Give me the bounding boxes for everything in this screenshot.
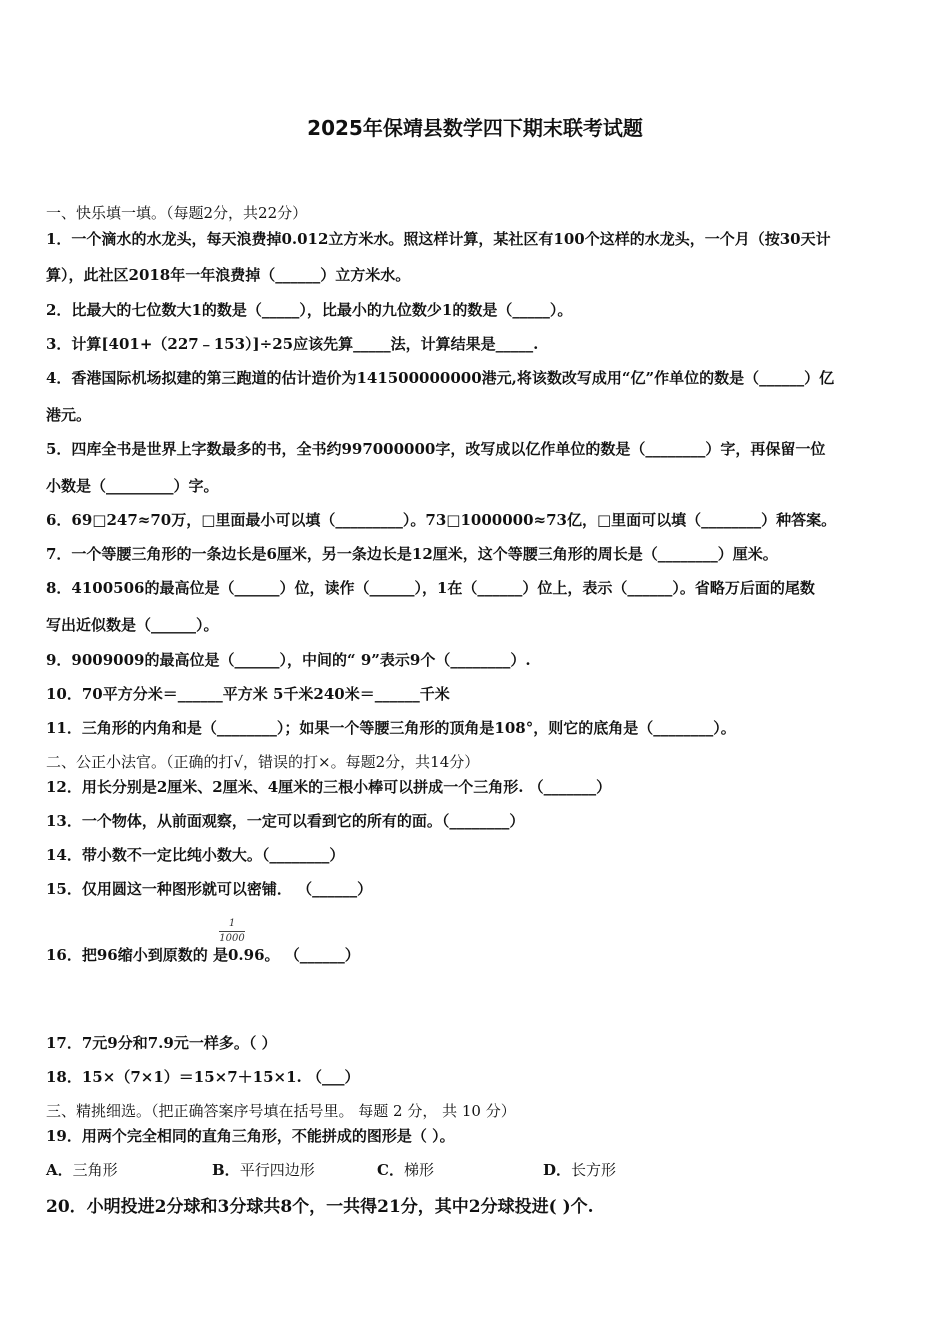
option-b — [212, 1159, 315, 1180]
option-c-label: C． — [377, 1161, 404, 1179]
question-20: 20．小明投进2分球和3分球共8个，一共得21分，其中2分球投进( )个. — [46, 1197, 594, 1217]
option-b-text: 平行四边形 — [239, 1161, 315, 1179]
question-1: 1．一个滴水的水龙头，每天浪费掉0.012立方米水。照这样计算，某社区有100个这样的水龙头，一个月（按30天计 — [46, 230, 831, 248]
question-10: 10．70平方分米＝______平方米 5千米240米＝______千米 — [46, 685, 450, 703]
question-18: 18．15×（7×1）＝15×7＋15×1. （___） — [46, 1068, 360, 1086]
question-12: 12．用长分别是2厘米、2厘米、4厘米的三根小棒可以拼成一个三角形. （_______） — [46, 778, 612, 796]
fraction-one-thousandth — [219, 918, 245, 945]
option-a-label: A． — [46, 1161, 73, 1179]
question-5: 5．四库全书是世界上字数最多的书，全书约997000000字，改写成以亿作单位的数是（________）字，再保留一位 — [46, 440, 826, 458]
question-16: 16．把96缩小到原数的 是0.96。 （______） — [46, 946, 360, 964]
question-7: 7．一个等腰三角形的一条边长是6厘米，另一条边长是12厘米，这个等腰三角形的周长是（________）厘米。 — [46, 545, 778, 563]
section-3-heading: 三、精挑细选。（把正确答案序号填在括号里。 每题 2 分， 共 10 分） — [46, 1102, 516, 1120]
question-8: 8．4100506的最高位是（______）位，读作（______），1在（______）位上，表示（______）。省略万后面的尾数 — [46, 579, 815, 597]
option-d-label: D． — [543, 1161, 572, 1179]
section-2-heading: 二、公正小法官。（正确的打√，错误的打×。每题2分，共14分） — [46, 753, 480, 771]
fraction-bar — [219, 931, 245, 932]
question-1-cont: 算），此社区2018年一年浪费掉（______）立方米水。 — [46, 266, 411, 284]
question-15: 15．仅用圆这一种图形就可以密铺． （______） — [46, 880, 373, 898]
question-17: 17．7元9分和7.9元一样多。（ ） — [46, 1034, 277, 1052]
question-4-cont: 港元。 — [46, 406, 92, 424]
question-4: 4．香港国际机场拟建的第三跑道的估计造价为141500000000港元,将该数改写成用“亿”作单位的数是（______）亿 — [46, 369, 835, 387]
fraction-numerator: 1 — [228, 918, 236, 929]
question-6: 6．69□247≈70万，□里面最小可以填（_________）。73□1000000≈73亿，□里面可以填（________）种答案。 — [46, 511, 837, 529]
option-a-text: 三角形 — [72, 1161, 118, 1179]
question-14: 14．带小数不一定比纯小数大。（________） — [46, 846, 345, 864]
option-b-label: B． — [212, 1161, 240, 1179]
question-3: 3．计算[401+（227﹣153）]÷25应该先算_____法，计算结果是_____. — [46, 335, 539, 353]
question-8-cont: 写出近似数是（______）。 — [46, 616, 219, 634]
option-a — [46, 1159, 118, 1180]
option-c — [377, 1159, 434, 1180]
question-9: 9．9009009的最高位是（______），中间的“ 9”表示9个（________）. — [46, 651, 531, 669]
fraction-denominator: 1000 — [219, 933, 245, 944]
option-d — [543, 1159, 616, 1180]
section-1-heading: 一、快乐填一填。（每题2分，共22分） — [46, 204, 308, 222]
question-11: 11．三角形的内角和是（________）；如果一个等腰三角形的顶角是108°，则它的底角是（________）。 — [46, 719, 736, 737]
page-title: 2025年保靖县数学四下期末联考试题 — [307, 116, 643, 140]
question-13: 13．一个物体，从前面观察，一定可以看到它的所有的面。（________） — [46, 812, 525, 830]
question-19: 19．用两个完全相同的直角三角形，不能拼成的图形是（ ）。 — [46, 1127, 455, 1145]
question-5-cont: 小数是（_________）字。 — [46, 477, 219, 495]
option-d-text: 长方形 — [571, 1161, 617, 1179]
question-2: 2．比最大的七位数大1的数是（_____），比最小的九位数少1的数是（_____）。 — [46, 301, 573, 319]
option-c-text: 梯形 — [403, 1161, 434, 1179]
